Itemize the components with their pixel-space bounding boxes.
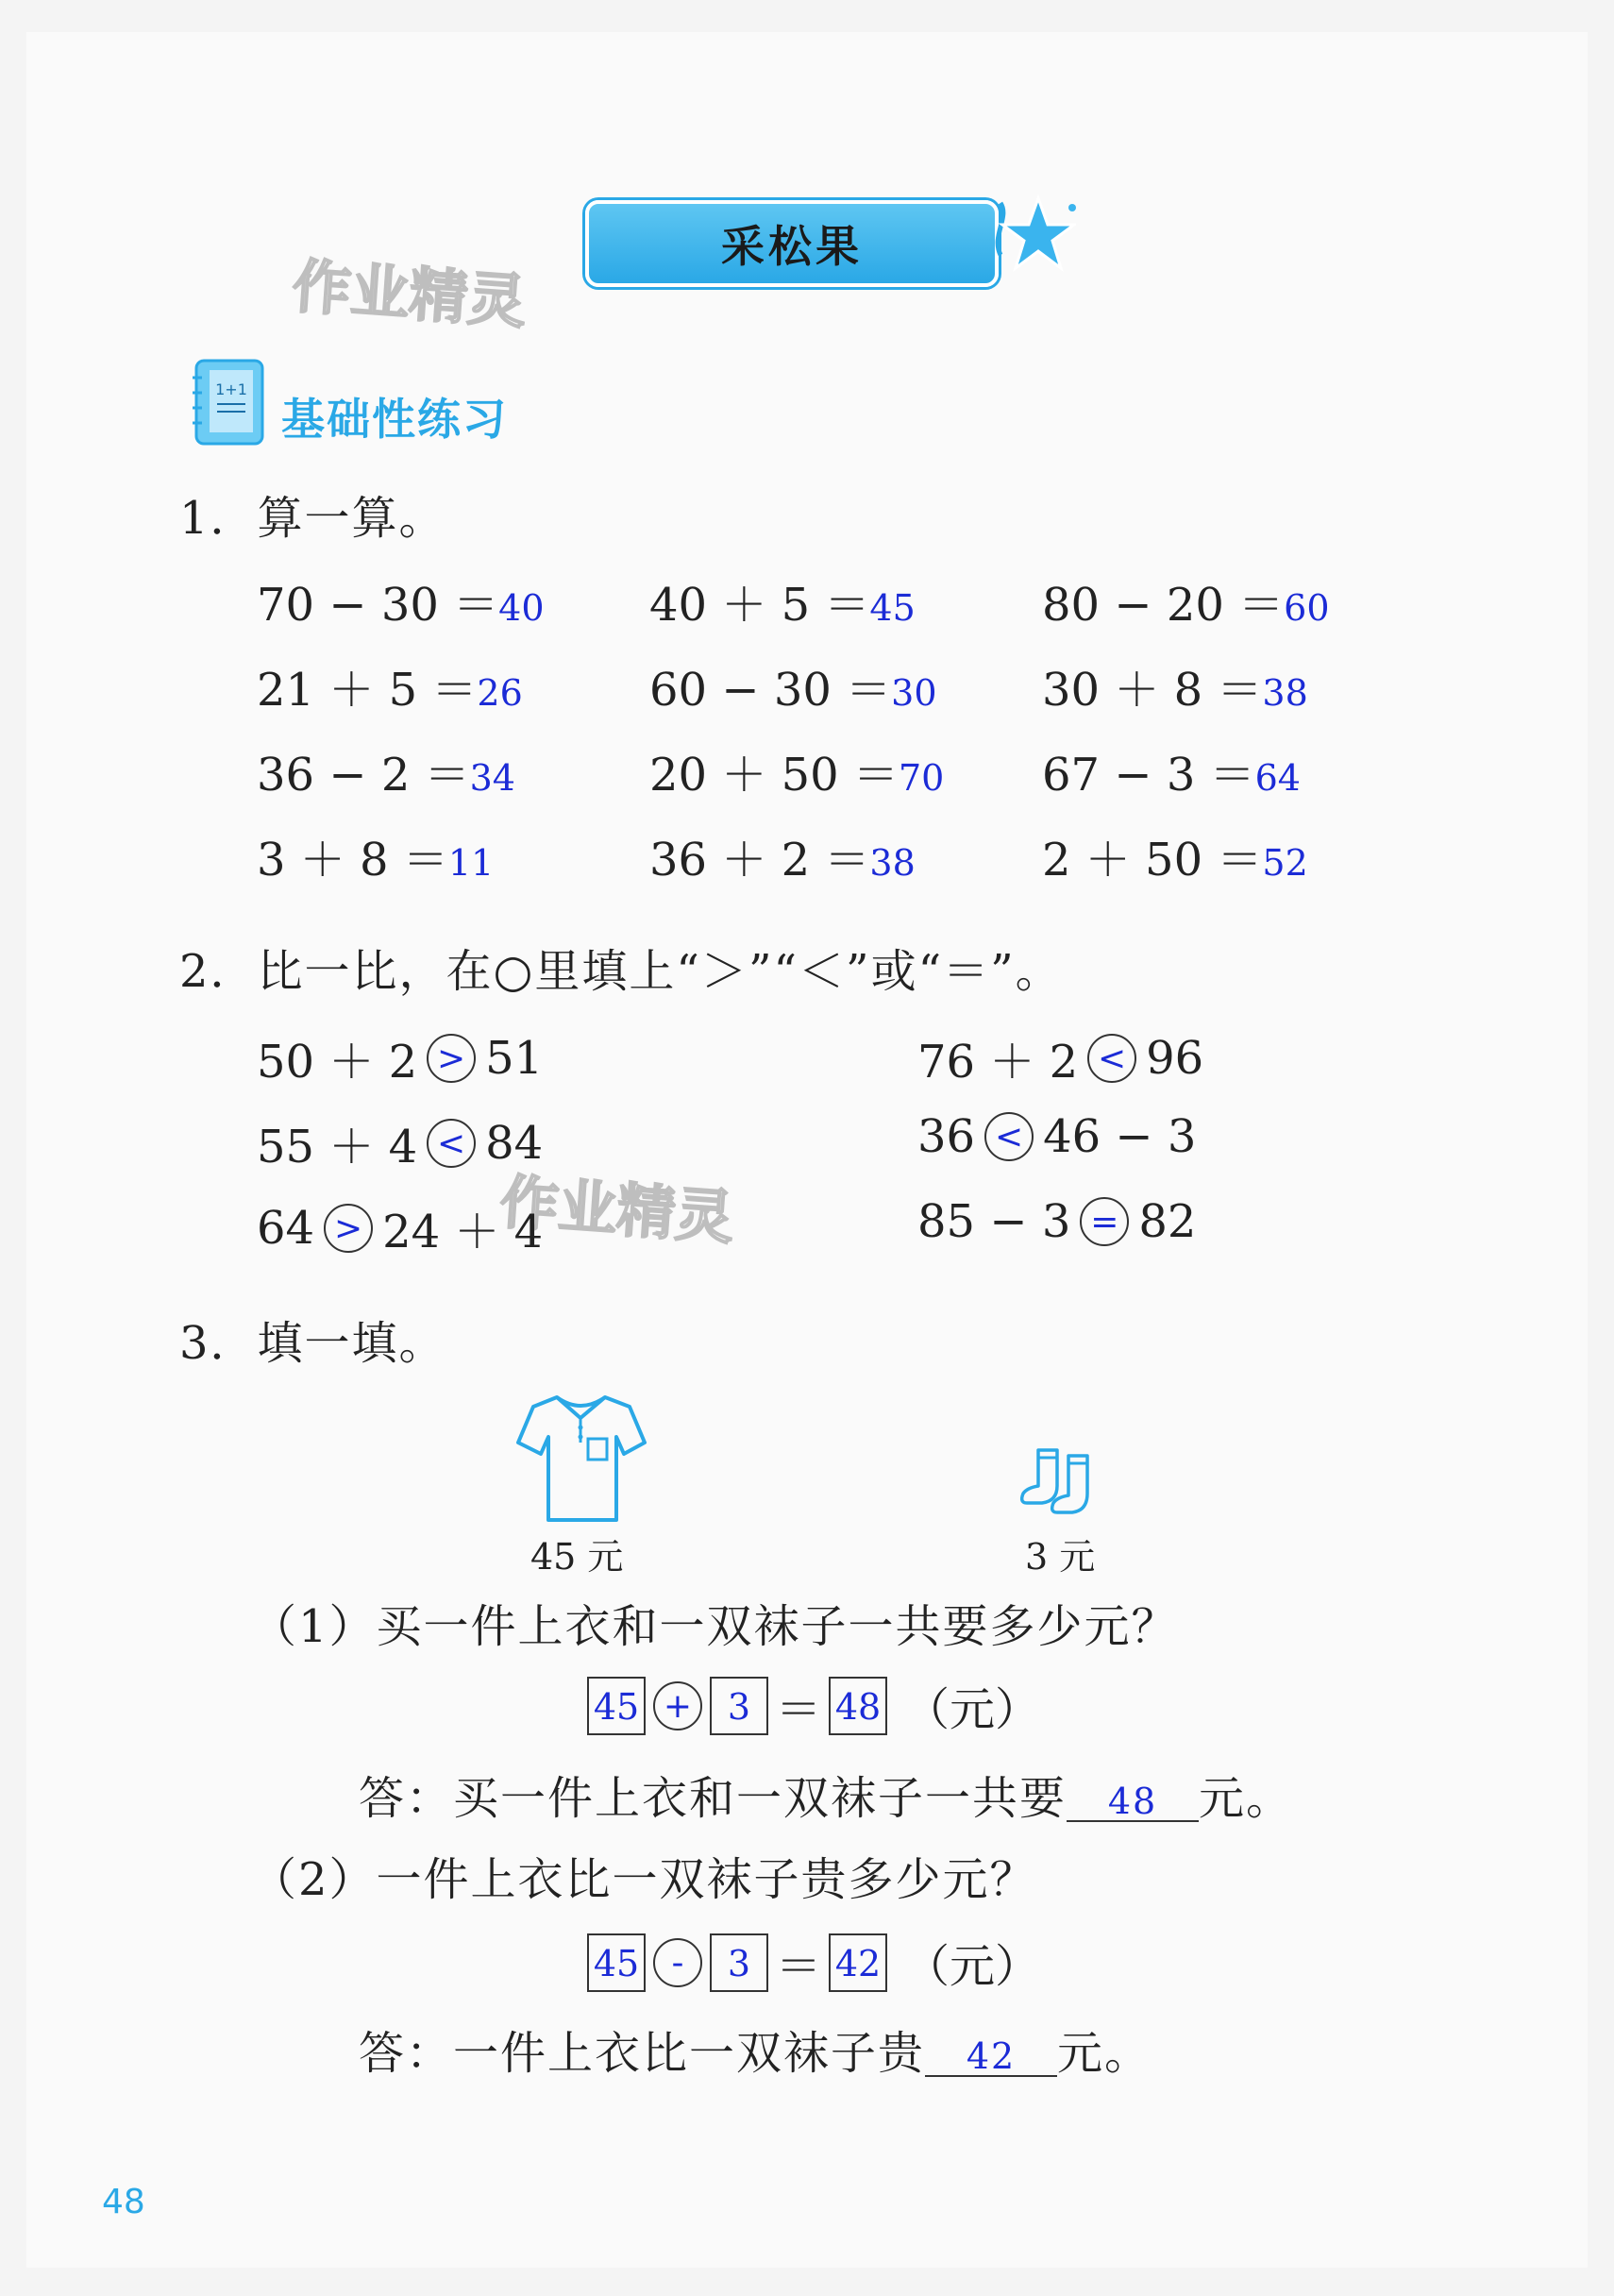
- calc-expression: 36 ＋ 2 ＝: [649, 834, 870, 886]
- calc-answer[interactable]: 60: [1284, 587, 1330, 629]
- compare-left: 76 ＋ 2: [917, 1036, 1079, 1089]
- q2-title: 2．比一比，在○里填上“＞”“＜”或“＝”。: [179, 945, 1063, 998]
- calc-expression: 80 − 20 ＝: [1042, 579, 1285, 632]
- unit-label: （元）: [904, 1940, 1041, 1993]
- calc-answer[interactable]: 26: [477, 672, 523, 714]
- operator-circle[interactable]: +: [653, 1681, 702, 1730]
- equals-sign: ＝: [776, 1940, 822, 1993]
- compare-circle[interactable]: >: [324, 1204, 373, 1253]
- calc-expression: 20 ＋ 50 ＝: [649, 749, 899, 802]
- calc-item: [257, 823, 494, 888]
- calc-item: [649, 653, 937, 718]
- calc-expression: 67 − 3 ＝: [1042, 749, 1255, 802]
- compare-circle[interactable]: <: [427, 1119, 476, 1168]
- calc-item: [649, 823, 916, 888]
- calc-item: [257, 568, 545, 633]
- answer-prefix: 答：一件上衣比一双袜子贵: [359, 2027, 926, 2080]
- calc-answer[interactable]: 52: [1262, 842, 1308, 884]
- calc-expression: 30 ＋ 8 ＝: [1042, 664, 1263, 717]
- equation-box[interactable]: 45: [587, 1677, 646, 1735]
- compare-left: 85 − 3: [917, 1195, 1071, 1248]
- answer-suffix: 元。: [1057, 2027, 1152, 2080]
- calc-item: [1042, 738, 1301, 803]
- q3-sub1-answer: [359, 1762, 1293, 1827]
- equals-sign: ＝: [776, 1683, 822, 1736]
- compare-left: 55 ＋ 4: [257, 1121, 418, 1173]
- q1-title: 1．算一算。: [179, 492, 446, 545]
- socks-icon: [1019, 1444, 1110, 1520]
- calc-item: [257, 738, 515, 803]
- svg-text:1+1: 1+1: [215, 380, 247, 398]
- answer-blank[interactable]: 42: [925, 2037, 1057, 2077]
- compare-right: 46 − 3: [1043, 1110, 1197, 1163]
- answer-blank[interactable]: 48: [1067, 1782, 1199, 1822]
- calc-item: [1042, 568, 1330, 633]
- compare-item: [257, 1025, 543, 1090]
- q3-title: 3．填一填。: [179, 1317, 446, 1370]
- calc-answer[interactable]: 64: [1254, 757, 1301, 799]
- q3-sub2-question: （2）一件上衣比一双袜子贵多少元？: [251, 1853, 1037, 1906]
- notebook-icon: [189, 357, 268, 447]
- calc-expression: 36 − 2 ＝: [257, 749, 470, 802]
- calc-expression: 2 ＋ 50 ＝: [1042, 834, 1263, 886]
- calc-answer[interactable]: 40: [498, 587, 545, 629]
- answer-suffix: 元。: [1199, 1772, 1294, 1825]
- compare-item: [917, 1195, 1196, 1248]
- calc-item: [649, 568, 916, 633]
- calc-answer[interactable]: 45: [869, 587, 916, 629]
- shirt-icon: [514, 1386, 647, 1528]
- compare-item: [917, 1110, 1196, 1163]
- chapter-banner: [585, 200, 999, 287]
- calc-expression: 40 ＋ 5 ＝: [649, 579, 870, 632]
- compare-right: 24 ＋ 4: [382, 1206, 544, 1258]
- compare-left: 64: [257, 1201, 315, 1255]
- calc-expression: 3 ＋ 8 ＝: [257, 834, 448, 886]
- compare-item: [257, 1110, 543, 1175]
- compare-circle[interactable]: >: [427, 1034, 476, 1083]
- unit-label: （元）: [904, 1683, 1041, 1736]
- q3-sub2-equation: [587, 1930, 1040, 1995]
- banner-title: 采松果: [721, 221, 863, 272]
- calc-answer[interactable]: 11: [447, 842, 495, 884]
- equation-box[interactable]: 3: [710, 1677, 768, 1735]
- compare-circle[interactable]: <: [1087, 1034, 1136, 1083]
- compare-item: [917, 1025, 1203, 1090]
- calc-answer[interactable]: 70: [898, 757, 945, 799]
- watermark: 作业精灵: [497, 1167, 736, 1253]
- calc-item: [257, 653, 523, 718]
- compare-right: 51: [485, 1031, 544, 1085]
- compare-left: 36: [917, 1110, 976, 1163]
- calc-answer[interactable]: 30: [891, 672, 937, 714]
- star-icon: [982, 189, 1076, 293]
- calc-expression: 70 − 30 ＝: [257, 579, 499, 632]
- calc-item: [1042, 653, 1308, 718]
- socks-price: 3 元: [1025, 1536, 1096, 1578]
- compare-circle[interactable]: <: [984, 1112, 1034, 1161]
- calc-item: [649, 738, 944, 803]
- compare-right: 96: [1146, 1031, 1204, 1085]
- watermark: 作业精灵: [290, 251, 529, 337]
- section-title: 基础性练习: [281, 394, 508, 445]
- compare-right: 84: [485, 1116, 544, 1170]
- equation-box[interactable]: 48: [829, 1677, 887, 1735]
- equation-box[interactable]: 3: [710, 1933, 768, 1992]
- equation-box[interactable]: 45: [587, 1933, 646, 1992]
- calc-expression: 60 − 30 ＝: [649, 664, 892, 717]
- q3-sub2-answer: [359, 2017, 1152, 2082]
- calc-answer[interactable]: 38: [869, 842, 916, 884]
- compare-right: 82: [1138, 1195, 1197, 1248]
- calc-answer[interactable]: 38: [1262, 672, 1308, 714]
- calc-answer[interactable]: 34: [469, 757, 515, 799]
- compare-circle[interactable]: =: [1080, 1197, 1129, 1246]
- q3-sub1-question: （1）买一件上衣和一双袜子一共要多少元？: [251, 1600, 1179, 1653]
- compare-item: [257, 1195, 543, 1260]
- answer-prefix: 答：买一件上衣和一双袜子一共要: [359, 1772, 1068, 1825]
- equation-box[interactable]: 42: [829, 1933, 887, 1992]
- operator-circle[interactable]: -: [653, 1938, 702, 1987]
- page-number: 48: [102, 2183, 145, 2221]
- calc-item: [1042, 823, 1308, 888]
- calc-expression: 21 ＋ 5 ＝: [257, 664, 478, 717]
- q3-sub1-equation: [587, 1673, 1040, 1738]
- compare-left: 50 ＋ 2: [257, 1036, 418, 1089]
- shirt-price: 45 元: [530, 1536, 624, 1578]
